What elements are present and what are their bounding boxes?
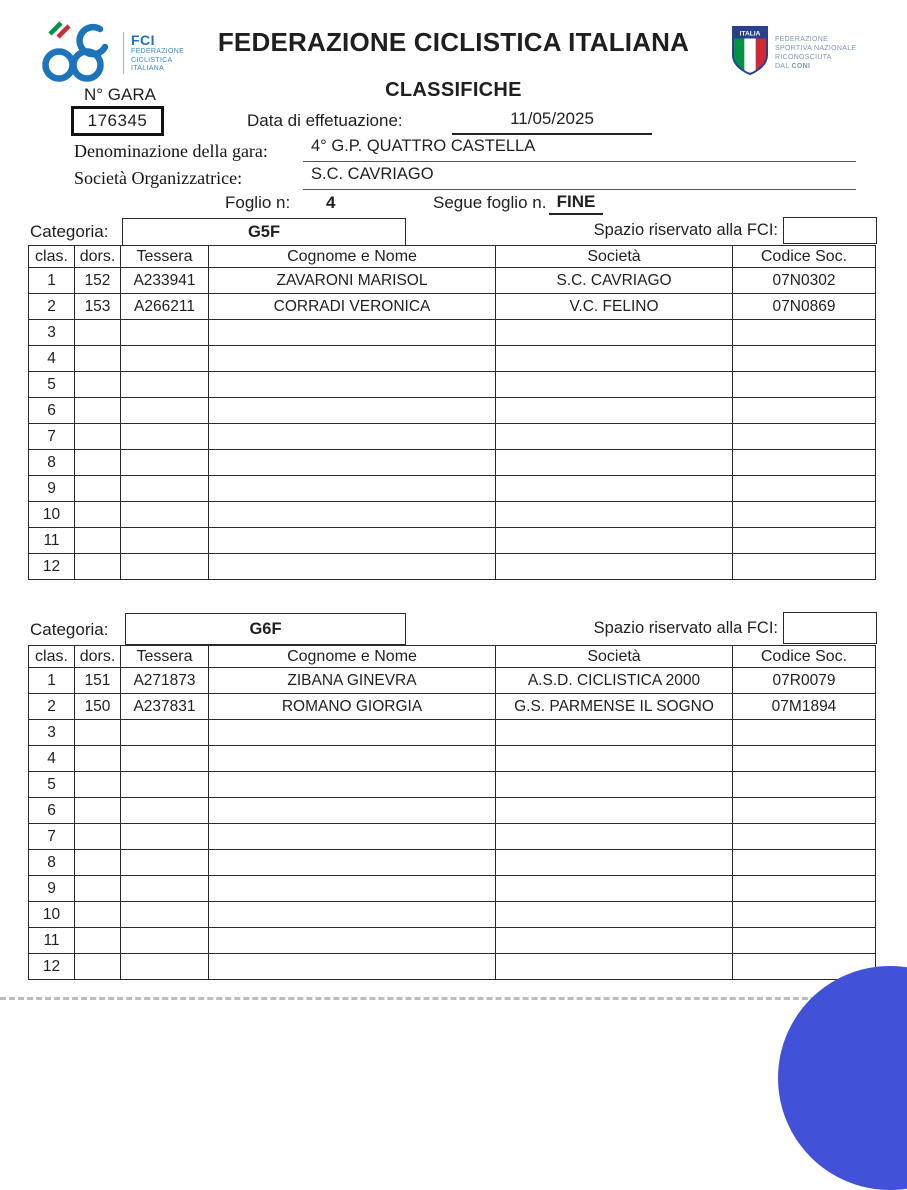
table-cell	[75, 954, 121, 980]
results-table-g5f	[28, 245, 876, 580]
fci-space-label-2: Spazio riservato alla FCI:	[593, 619, 778, 637]
table-cell	[733, 902, 876, 928]
page-subtitle: CLASSIFICHE	[385, 79, 522, 101]
fci-space-label-1: Spazio riservato alla FCI:	[593, 221, 778, 239]
table-cell	[496, 372, 733, 398]
table-row	[29, 850, 876, 876]
coni-text-line: SPORTIVA NAZIONALE	[775, 45, 857, 52]
table-cell	[75, 372, 121, 398]
table-cell	[209, 450, 496, 476]
table-cell	[209, 346, 496, 372]
table-cell	[75, 902, 121, 928]
table-cell	[209, 928, 496, 954]
table-cell	[496, 502, 733, 528]
table-header-row	[29, 646, 876, 668]
table-cell	[733, 320, 876, 346]
table-cell	[75, 450, 121, 476]
table-cell	[121, 902, 209, 928]
categoria-label-2: Categoria:	[30, 620, 109, 639]
col-header-codice-soc: Codice Soc.	[733, 246, 876, 268]
table-cell	[75, 876, 121, 902]
race-name-label: Denominazione della gara:	[74, 141, 268, 161]
col-header-dors: dors.	[75, 246, 121, 268]
table-cell: 8	[29, 450, 75, 476]
categoria-label-1: Categoria:	[30, 222, 109, 241]
table-cell	[121, 876, 209, 902]
table-cell: 4	[29, 746, 75, 772]
table-row	[29, 424, 876, 450]
table-cell	[733, 746, 876, 772]
table-row	[29, 772, 876, 798]
table-cell: ROMANO GIORGIA	[209, 694, 496, 720]
table-row	[29, 928, 876, 954]
table-cell	[75, 424, 121, 450]
date-value: 11/05/2025	[452, 109, 652, 135]
table-cell	[75, 824, 121, 850]
table-cell: 6	[29, 398, 75, 424]
table-cell	[121, 476, 209, 502]
table-cell: 1	[29, 268, 75, 294]
table-cell	[209, 554, 496, 580]
categoria-box-1	[122, 218, 406, 246]
table-cell: 153	[75, 294, 121, 320]
table-cell: 07M1894	[733, 694, 876, 720]
table-cell	[496, 476, 733, 502]
col-header-tessera: Tessera	[121, 646, 209, 668]
table-cell: A.S.D. CICLISTICA 2000	[496, 668, 733, 694]
table-cell	[121, 346, 209, 372]
table-row	[29, 694, 876, 720]
table-cell	[733, 928, 876, 954]
table-cell	[75, 746, 121, 772]
table-cell	[496, 554, 733, 580]
table-cell	[121, 824, 209, 850]
categoria-box-2	[125, 613, 406, 645]
table-cell	[733, 398, 876, 424]
results-table-g6f	[28, 645, 876, 980]
table-row	[29, 824, 876, 850]
table-cell: 07N0302	[733, 268, 876, 294]
table-cell	[733, 502, 876, 528]
table-cell	[209, 424, 496, 450]
table-cell: 12	[29, 954, 75, 980]
table-cell: 5	[29, 772, 75, 798]
table-cell: 3	[29, 720, 75, 746]
table-row	[29, 268, 876, 294]
fci-space-box-1	[783, 217, 877, 244]
table-cell: ZIBANA GINEVRA	[209, 668, 496, 694]
col-header-clas: clas.	[29, 646, 75, 668]
table-cell: 11	[29, 528, 75, 554]
table-cell	[209, 720, 496, 746]
table-cell	[733, 850, 876, 876]
table-cell	[75, 850, 121, 876]
table-cell: A233941	[121, 268, 209, 294]
table-cell	[733, 772, 876, 798]
table-cell: 2	[29, 694, 75, 720]
table-cell	[75, 476, 121, 502]
table-cell	[733, 372, 876, 398]
table-cell: 151	[75, 668, 121, 694]
table-cell: S.C. CAVRIAGO	[496, 268, 733, 294]
table-row	[29, 320, 876, 346]
table-cell	[209, 772, 496, 798]
table-cell	[75, 720, 121, 746]
table-cell: A237831	[121, 694, 209, 720]
table-cell: 7	[29, 424, 75, 450]
table-cell: V.C. FELINO	[496, 294, 733, 320]
table-cell	[496, 320, 733, 346]
table-cell	[121, 450, 209, 476]
table-cell	[75, 528, 121, 554]
table-row	[29, 798, 876, 824]
table-cell	[496, 720, 733, 746]
coni-logo	[731, 25, 856, 82]
table-cell	[121, 746, 209, 772]
table-cell	[496, 850, 733, 876]
table-cell	[121, 554, 209, 580]
page-bottom-divider	[0, 997, 907, 1000]
table-row	[29, 372, 876, 398]
table-cell: 1	[29, 668, 75, 694]
table-cell	[75, 798, 121, 824]
italia-banner-text: ITALIA	[739, 30, 761, 38]
table-row	[29, 954, 876, 980]
table-cell: A271873	[121, 668, 209, 694]
table-cell	[121, 772, 209, 798]
table-row	[29, 902, 876, 928]
coni-text-line: FEDERAZIONE	[775, 36, 829, 43]
table-cell	[496, 346, 733, 372]
table-cell: 07N0869	[733, 294, 876, 320]
table-cell	[209, 398, 496, 424]
table-row	[29, 294, 876, 320]
table-cell: 4	[29, 346, 75, 372]
table-cell	[496, 954, 733, 980]
table-cell	[733, 424, 876, 450]
col-header-codice-soc: Codice Soc.	[733, 646, 876, 668]
table-cell	[209, 528, 496, 554]
table-cell	[121, 372, 209, 398]
col-header-clas: clas.	[29, 246, 75, 268]
table-cell	[496, 772, 733, 798]
table-cell	[209, 502, 496, 528]
fci-name-line: ITALIANA	[131, 65, 165, 72]
fci-space-box-2	[783, 612, 877, 644]
table-cell	[121, 954, 209, 980]
italia-shield-icon	[731, 25, 769, 82]
next-sheet-value: FINE	[549, 192, 603, 215]
page-title: FEDERAZIONE CICLISTICA ITALIANA	[217, 27, 690, 57]
table-cell	[75, 502, 121, 528]
table-cell	[121, 398, 209, 424]
table-cell: 7	[29, 824, 75, 850]
table-cell: 10	[29, 902, 75, 928]
table-cell	[496, 528, 733, 554]
table-cell: 2	[29, 294, 75, 320]
race-name-value: 4° G.P. QUATTRO CASTELLA	[303, 137, 856, 162]
table-cell	[733, 824, 876, 850]
table-row	[29, 554, 876, 580]
table-cell: 9	[29, 476, 75, 502]
table-cell: ZAVARONI MARISOL	[209, 268, 496, 294]
date-label: Data di effetuazione:	[247, 111, 403, 130]
table-cell	[733, 346, 876, 372]
categoria-value-2: G6F	[249, 619, 282, 638]
organizer-label: Società Organizzatrice:	[74, 168, 243, 188]
table-cell	[121, 424, 209, 450]
coni-text-line: RICONOSCIUTA	[775, 54, 832, 61]
table-cell: 8	[29, 850, 75, 876]
table-cell	[209, 320, 496, 346]
table-cell	[121, 928, 209, 954]
table-cell	[121, 720, 209, 746]
table-cell: 07R0079	[733, 668, 876, 694]
table-cell: 9	[29, 876, 75, 902]
table-cell: 3	[29, 320, 75, 346]
table-cell	[209, 902, 496, 928]
table-row	[29, 450, 876, 476]
table-cell	[209, 954, 496, 980]
table-cell: 150	[75, 694, 121, 720]
col-header-cognome-nome: Cognome e Nome	[209, 646, 496, 668]
table-cell	[209, 746, 496, 772]
table-cell	[75, 772, 121, 798]
col-header-cognome-nome: Cognome e Nome	[209, 246, 496, 268]
table-row	[29, 476, 876, 502]
table-cell	[733, 476, 876, 502]
col-header-tessera: Tessera	[121, 246, 209, 268]
fci-name-line: FEDERAZIONE	[131, 48, 185, 55]
table-cell	[121, 798, 209, 824]
table-cell	[209, 824, 496, 850]
table-cell	[496, 824, 733, 850]
table-cell	[733, 528, 876, 554]
gara-number-box	[71, 106, 164, 136]
organizer-value: S.C. CAVRIAGO	[303, 165, 856, 190]
table-cell: 11	[29, 928, 75, 954]
table-cell	[733, 450, 876, 476]
table-row	[29, 668, 876, 694]
table-cell	[75, 320, 121, 346]
sheet-number-label: Foglio n:	[225, 193, 291, 212]
coni-text-line: DAL CONI	[775, 63, 811, 70]
table-cell	[733, 798, 876, 824]
table-cell: CORRADI VERONICA	[209, 294, 496, 320]
table-row	[29, 876, 876, 902]
gara-number-value: 176345	[87, 111, 148, 130]
coni-logo-text	[775, 35, 856, 71]
table-cell	[496, 398, 733, 424]
table-cell: 6	[29, 798, 75, 824]
table-cell	[121, 320, 209, 346]
table-cell	[209, 798, 496, 824]
table-cell: 5	[29, 372, 75, 398]
table-cell: 152	[75, 268, 121, 294]
table-cell	[209, 372, 496, 398]
gara-number-label: N° GARA	[84, 85, 156, 104]
table-cell	[496, 746, 733, 772]
table-cell	[121, 528, 209, 554]
table-cell	[496, 928, 733, 954]
col-header-dors: dors.	[75, 646, 121, 668]
fci-name-line: CICLISTICA	[131, 56, 173, 64]
table-row	[29, 502, 876, 528]
table-cell	[75, 346, 121, 372]
table-cell	[496, 902, 733, 928]
table-cell: 10	[29, 502, 75, 528]
table-cell	[496, 450, 733, 476]
table-cell	[733, 720, 876, 746]
table-row	[29, 398, 876, 424]
table-cell	[75, 554, 121, 580]
fci-abbr: FCI	[131, 32, 156, 48]
table-cell	[209, 850, 496, 876]
table-cell	[121, 502, 209, 528]
table-row	[29, 346, 876, 372]
table-row	[29, 720, 876, 746]
table-cell	[733, 554, 876, 580]
col-header-societa: Società	[496, 246, 733, 268]
table-cell: G.S. PARMENSE IL SOGNO	[496, 694, 733, 720]
table-cell	[209, 876, 496, 902]
table-cell	[496, 798, 733, 824]
table-row	[29, 528, 876, 554]
table-cell	[733, 876, 876, 902]
table-cell: A266211	[121, 294, 209, 320]
table-cell	[121, 850, 209, 876]
table-row	[29, 746, 876, 772]
table-cell	[496, 424, 733, 450]
table-cell	[75, 928, 121, 954]
next-sheet-label: Segue foglio n.	[433, 193, 547, 212]
table-cell	[496, 876, 733, 902]
table-cell: 12	[29, 554, 75, 580]
col-header-societa: Società	[496, 646, 733, 668]
table-cell	[75, 398, 121, 424]
table-header-row	[29, 246, 876, 268]
categoria-value-1: G5F	[247, 222, 281, 241]
sheet-number-value: 4	[326, 193, 336, 212]
table-cell	[209, 476, 496, 502]
